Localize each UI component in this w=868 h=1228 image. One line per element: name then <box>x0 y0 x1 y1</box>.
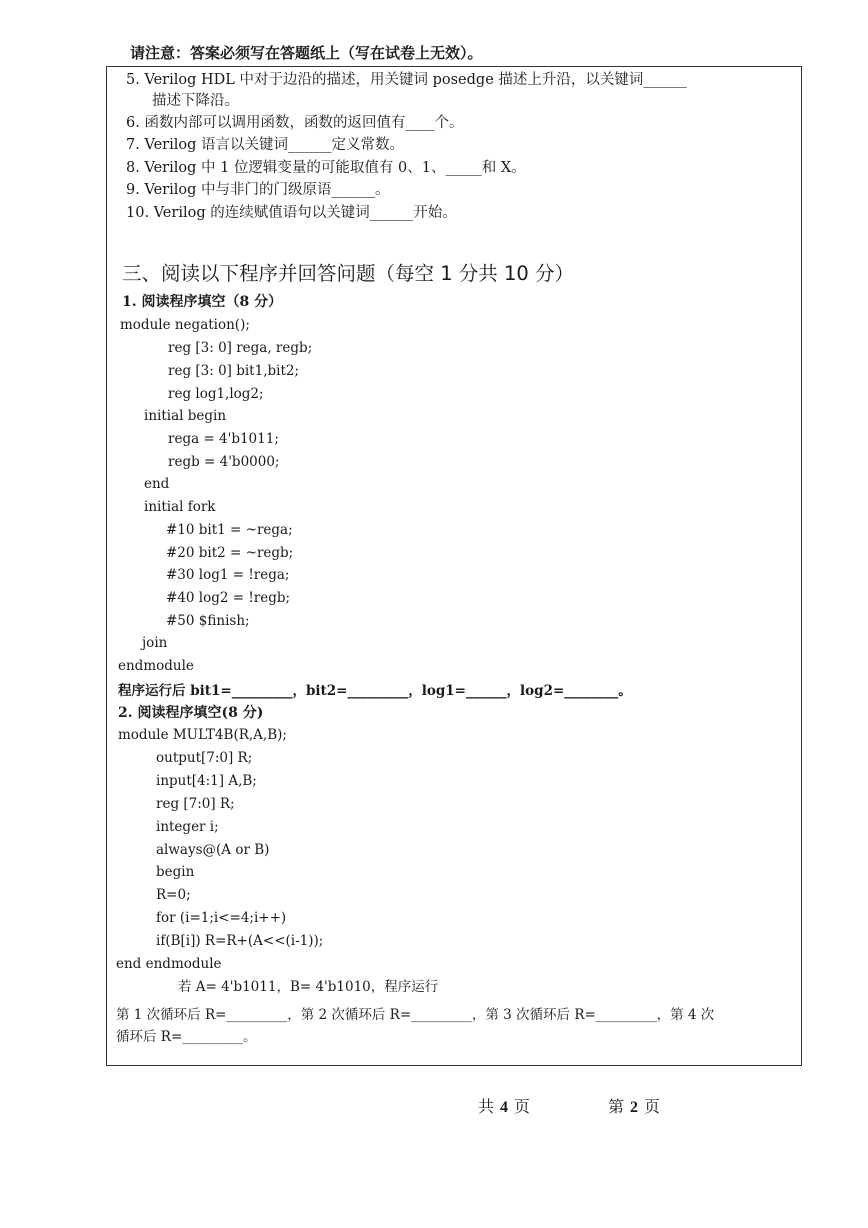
code-line: end <box>144 476 170 492</box>
question-9: 9. Verilog 中与非门的门级原语______。 <box>126 182 390 198</box>
code-line: end endmodule <box>116 956 222 972</box>
code-line: input[4:1] A,B; <box>156 773 257 789</box>
question-5-line-2: 描述下降沿。 <box>152 93 239 109</box>
code-line: reg log1,log2; <box>168 386 264 402</box>
question-10: 10. Verilog 的连续赋值语句以关键词______开始。 <box>126 205 457 221</box>
code-line: reg [3: 0] rega, regb; <box>168 340 313 356</box>
question-7: 7. Verilog 语言以关键词______定义常数。 <box>126 137 404 153</box>
code-line: for (i=1;i<=4;i++) <box>156 910 287 926</box>
code-line: #20 bit2 = ~regb; <box>166 545 294 561</box>
code-line: begin <box>156 864 195 880</box>
code-line: #10 bit1 = ~rega; <box>166 522 293 538</box>
part-2-title: 2. 阅读程序填空(8 分) <box>118 705 264 721</box>
page-label-pre: 第 <box>608 1097 625 1116</box>
code-line: always@(A or B) <box>156 842 270 858</box>
part-2-answer-line-1: 第 1 次循环后 R=_________，第 2 次循环后 R=_________，第 3 次循环后 R=_________，第 4 次 <box>116 1007 715 1023</box>
part-1-answer-blanks: 程序运行后 bit1=_________，bit2=_________，log1=______，log2=________。 <box>118 683 632 699</box>
code-line: initial begin <box>144 408 227 424</box>
code-line: R=0; <box>156 887 191 903</box>
code-line: join <box>142 635 168 651</box>
page-label-post: 页 <box>644 1097 661 1116</box>
code-line: #40 log2 = !regb; <box>166 590 291 606</box>
page-number <box>608 1094 660 1117</box>
total-label-pre: 共 <box>478 1097 495 1116</box>
code-line: module MULT4B(R,A,B); <box>118 727 287 743</box>
section-3-title: 三、阅读以下程序并回答问题（每空 1 分共 10 分） <box>122 262 575 285</box>
question-8: 8. Verilog 中 1 位逻辑变量的可能取值有 0、1、_____和 X。 <box>126 160 526 176</box>
code-line: reg [3: 0] bit1,bit2; <box>168 363 300 379</box>
code-line: output[7:0] R; <box>156 750 253 766</box>
code-line: #50 $finish; <box>166 613 250 629</box>
total-label-post: 页 <box>514 1097 531 1116</box>
code-line: initial fork <box>144 499 216 515</box>
part-1-title: 1. 阅读程序填空（8 分） <box>122 294 283 310</box>
question-6: 6. 函数内部可以调用函数，函数的返回值有____个。 <box>126 115 464 131</box>
code-line: regb = 4'b0000; <box>168 454 280 470</box>
total-pages <box>478 1094 530 1117</box>
total-pages-value: 4 <box>500 1099 509 1116</box>
code-line: module negation(); <box>120 317 250 333</box>
code-line: if(B[i]) R=R+(A<<(i-1)); <box>156 933 324 949</box>
code-line: rega = 4'b1011; <box>168 431 279 447</box>
page-number-value: 2 <box>630 1099 639 1116</box>
code-line: #30 log1 = !rega; <box>166 567 290 583</box>
code-line: reg [7:0] R; <box>156 796 235 812</box>
exam-notice: 请注意：答案必须写在答题纸上（写在试卷上无效）。 <box>130 44 483 62</box>
part-2-given-values: 若 A= 4'b1011，B= 4'b1010，程序运行 <box>178 979 439 995</box>
code-line: integer i; <box>156 819 219 835</box>
part-2-answer-line-2: 循环后 R=_________。 <box>116 1029 257 1045</box>
code-line: endmodule <box>118 658 194 674</box>
question-5-line-1: 5. Verilog HDL 中对于边沿的描述，用关键词 posedge 描述上升沿，以关键词______ <box>126 72 687 88</box>
